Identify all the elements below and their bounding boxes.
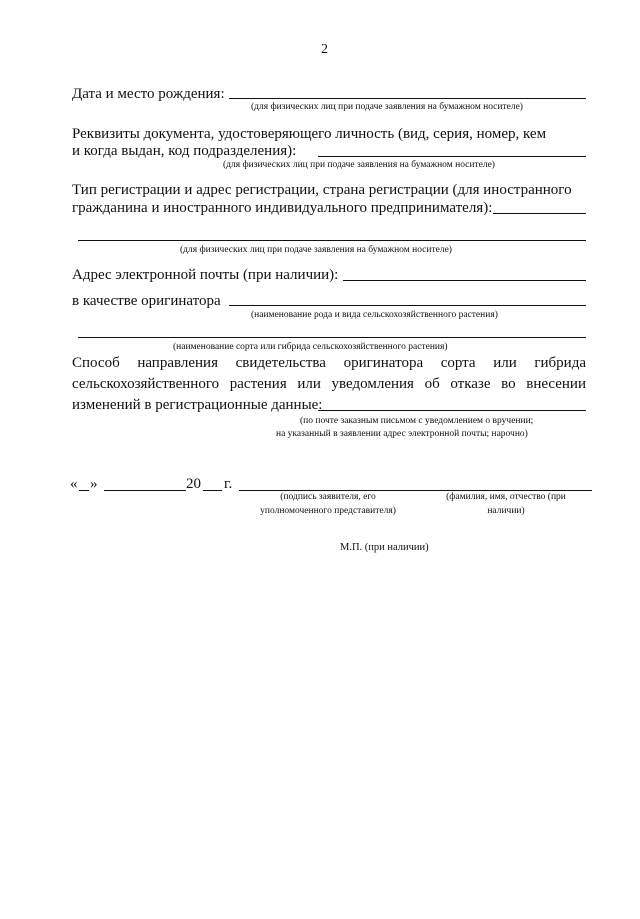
registration-field-1[interactable] <box>493 213 586 214</box>
date-quote-open: « <box>70 476 78 492</box>
date-day-field[interactable] <box>79 490 89 491</box>
signature-note-2: уполномоченного представителя) <box>260 506 396 516</box>
identity-doc-label-line1: Реквизиты документа, удостоверяющего личность (вид, серия, номер, кем <box>72 126 547 142</box>
date-year-prefix: 20 <box>186 476 201 492</box>
registration-note: (для физических лиц при подаче заявления на бумажном носителе) <box>180 245 452 255</box>
date-month-field[interactable] <box>104 490 186 491</box>
full-name-note-1: (фамилия, имя, отчество (при <box>446 492 566 502</box>
signature-name-field[interactable] <box>239 490 592 491</box>
delivery-field[interactable] <box>318 410 586 411</box>
delivery-label-line1: Способ направления свидетельства оригинатора сорта или гибрида <box>72 355 586 371</box>
delivery-note-2: на указанный в заявлении адрес электронной почты; нарочно) <box>276 429 528 439</box>
delivery-note-1: (по почте заказным письмом с уведомлением о вручении; <box>300 416 534 426</box>
date-year-suffix: г. <box>224 476 233 492</box>
registration-field-2[interactable] <box>78 240 586 241</box>
delivery-label-line3: изменений в регистрационные данные: <box>72 397 323 413</box>
email-label: Адрес электронной почты (при наличии): <box>72 267 339 283</box>
full-name-note-2: наличии) <box>487 506 525 516</box>
page-number: 2 <box>321 42 328 57</box>
birth-field[interactable] <box>229 98 586 99</box>
registration-label-line1: Тип регистрации и адрес регистрации, страна регистрации (для иностранного <box>72 182 572 198</box>
birth-note: (для физических лиц при подаче заявления на бумажном носителе) <box>251 102 523 112</box>
identity-doc-label-line2: и когда выдан, код подразделения): <box>72 143 297 159</box>
identity-doc-note: (для физических лиц при подаче заявления на бумажном носителе) <box>223 160 495 170</box>
email-field[interactable] <box>343 280 586 281</box>
identity-doc-field[interactable] <box>318 156 586 157</box>
originator-genus-field[interactable] <box>229 305 586 306</box>
originator-label: в качестве оригинатора <box>72 293 221 309</box>
originator-variety-field[interactable] <box>78 337 586 338</box>
stamp-label: М.П. (при наличии) <box>340 542 429 553</box>
signature-note-1: (подпись заявителя, его <box>280 492 376 502</box>
date-year-field[interactable] <box>203 490 222 491</box>
originator-variety-note: (наименование сорта или гибрида сельскохозяйственного растения) <box>173 342 448 352</box>
delivery-label-line2: сельскохозяйственного растения или уведомления об отказе во внесении <box>72 376 586 392</box>
birth-label: Дата и место рождения: <box>72 86 225 102</box>
date-quote-close: » <box>90 476 98 492</box>
originator-genus-note: (наименование рода и вида сельскохозяйственного растения) <box>251 310 498 320</box>
registration-label-line2: гражданина и иностранного индивидуального предпринимателя): <box>72 200 493 216</box>
